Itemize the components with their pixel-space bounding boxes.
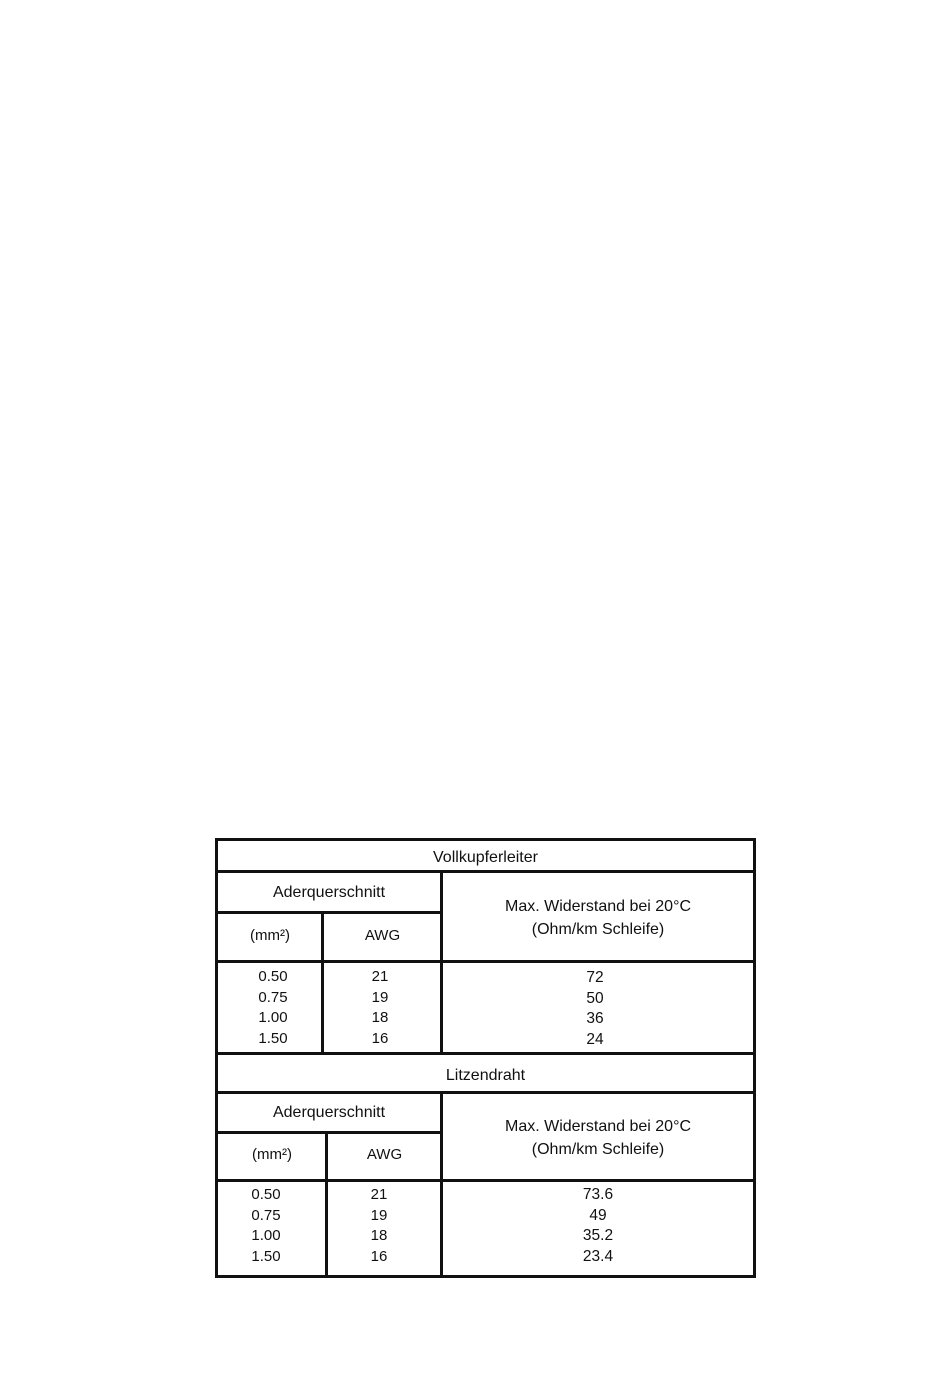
mm2-values: [218, 967, 328, 1049]
resistance-header: [443, 895, 753, 941]
table-cell-mm2: 1.50: [251, 1247, 281, 1265]
ohm-values: [443, 968, 747, 1050]
table-cell-ohm: 73.6: [582, 1186, 614, 1203]
table-cell-mm2: 0.50: [251, 1186, 281, 1203]
column-header-awg: AWG: [366, 1146, 403, 1163]
divider: [218, 1179, 753, 1182]
divider: [218, 1131, 440, 1134]
resistance-header-line2: (Ohm/km Schleife): [531, 921, 665, 938]
group-header-cross-section: Aderquerschnitt: [272, 884, 386, 901]
resistance-header: [443, 1115, 753, 1161]
table-cell-awg: 18: [370, 1227, 388, 1244]
resistance-header-line1: Max. Widerstand bei 20°C: [504, 1118, 692, 1135]
awg-values: [329, 1185, 429, 1267]
table-cell-mm2: 1.50: [258, 1029, 288, 1047]
table-cell-ohm: 23.4: [582, 1247, 614, 1265]
section-title-stranded-wire: Litzendraht: [445, 1067, 526, 1084]
table-cell-awg: 16: [370, 1247, 388, 1265]
awg-values: [325, 967, 435, 1049]
group-header-cross-section: Aderquerschnitt: [272, 1104, 386, 1121]
table-cell-awg: 19: [371, 988, 389, 1006]
table-cell-mm2: 0.75: [258, 988, 288, 1006]
table-cell-mm2: 0.50: [258, 968, 288, 985]
divider: [218, 870, 753, 873]
column-divider: [440, 872, 443, 1052]
column-divider: [321, 913, 324, 1052]
resistance-header-line2: (Ohm/km Schleife): [531, 1141, 665, 1158]
table-cell-ohm: 35.2: [582, 1227, 614, 1244]
table-cell-mm2: 1.00: [258, 1009, 288, 1026]
column-divider: [325, 1133, 328, 1278]
section-title-solid-copper: Vollkupferleiter: [433, 849, 538, 866]
column-header-awg: AWG: [364, 927, 401, 944]
table-cell-ohm: 36: [586, 1010, 604, 1027]
table-cell-ohm: 72: [586, 969, 604, 986]
column-header-mm2: (mm²): [252, 1146, 292, 1163]
wire-resistance-table: [215, 838, 756, 1278]
table-cell-awg: 19: [370, 1206, 388, 1224]
table-cell-awg: 18: [371, 1009, 389, 1026]
table-cell-awg: 21: [370, 1186, 388, 1203]
table-cell-awg: 16: [371, 1029, 389, 1047]
table-cell-mm2: 1.00: [251, 1227, 281, 1244]
divider: [218, 960, 753, 963]
ohm-values: [443, 1185, 753, 1267]
column-divider: [440, 1093, 443, 1278]
table-cell-awg: 21: [371, 968, 389, 985]
column-header-mm2: (mm²): [250, 927, 290, 944]
mm2-values: [218, 1185, 314, 1267]
divider: [218, 1052, 753, 1055]
table-cell-ohm: 49: [589, 1206, 607, 1224]
table-cell-ohm: 50: [586, 989, 604, 1007]
divider: [218, 1091, 753, 1094]
resistance-header-line1: Max. Widerstand bei 20°C: [504, 898, 692, 915]
divider: [218, 911, 440, 914]
table-cell-mm2: 0.75: [251, 1206, 281, 1224]
table-cell-ohm: 24: [586, 1030, 604, 1048]
